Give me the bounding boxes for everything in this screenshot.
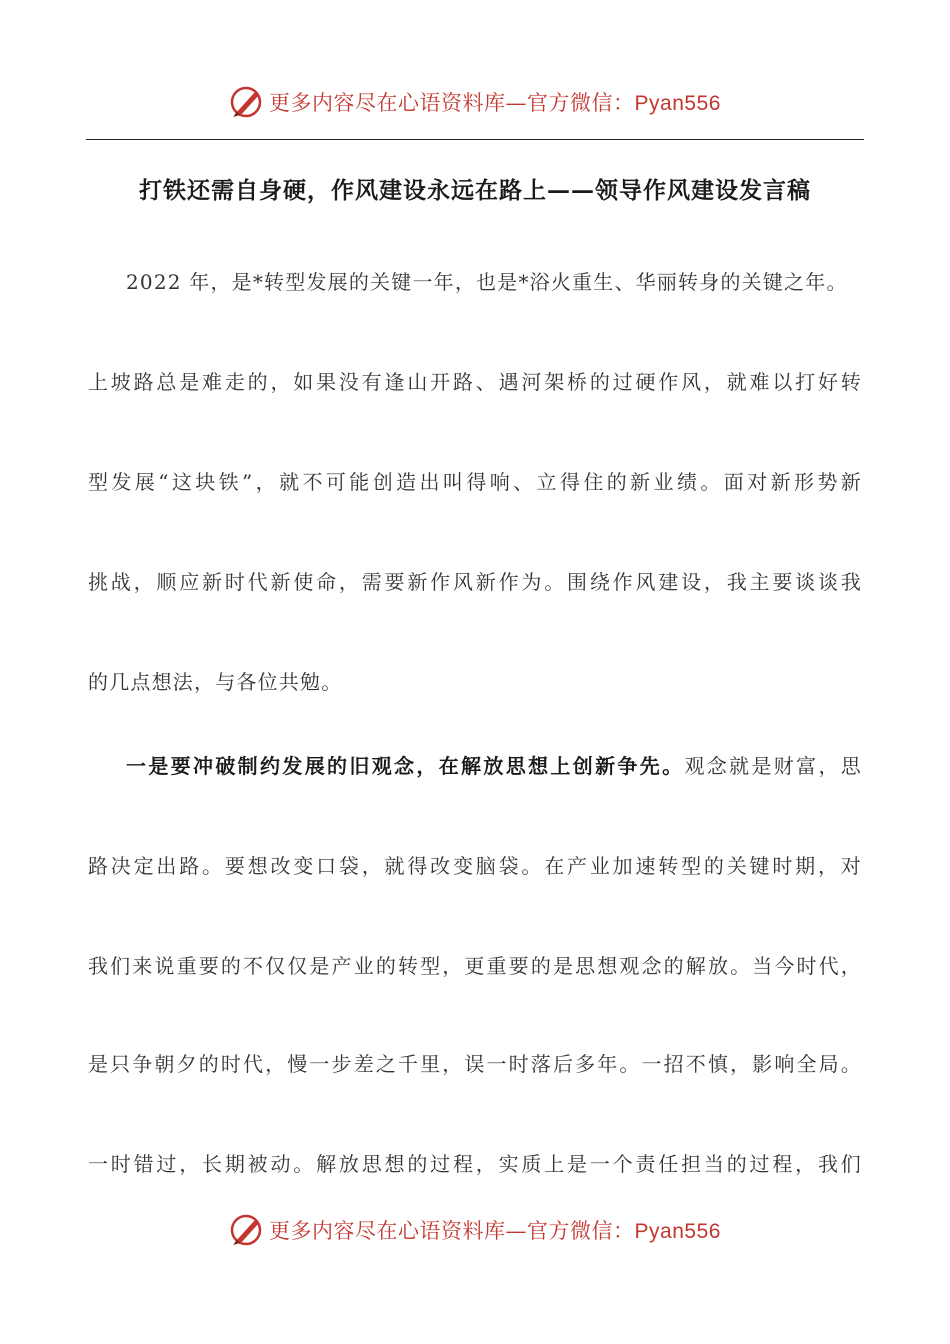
paragraph-line: 是只争朝夕的时代，慢一步差之千里，误一时落后多年。一招不慎，影响全局。 [88,1052,862,1076]
footer-site-name: 更多内容尽在心语资料库 [269,1219,506,1243]
header-wechat-id: Pyan556 [634,92,721,115]
footer-wechat-id: Pyan556 [634,1220,721,1243]
paragraph-line: 我们来说重要的不仅仅是产业的转型，更重要的是思想观念的解放。当今时代， [88,954,862,978]
header-banner [0,82,950,122]
paragraph-line: 挑战，顺应新时代新使命，需要新作风新作为。围绕作风建设，我主要谈谈我 [88,570,862,594]
footer-banner-text [269,1215,721,1245]
paragraph-line: 一时错过，长期被动。解放思想的过程，实质上是一个责任担当的过程，我们 [88,1152,862,1176]
paragraph-line-with-heading [126,750,862,779]
paragraph-text: 观念就是财富，思 [684,754,862,778]
pen-circle-logo-icon [229,84,265,120]
footer-wechat-label: 官方微信： [527,1219,635,1243]
header-site-name: 更多内容尽在心语资料库 [269,91,506,115]
paragraph-line: 上坡路总是难走的，如果没有逢山开路、遇河架桥的过硬作风，就难以打好转 [88,370,862,394]
header-separator: — [505,91,528,115]
footer-separator: — [505,1219,528,1243]
document-title: 打铁还需自身硬，作风建设永远在路上——领导作风建设发言稿 [139,177,811,204]
paragraph-line: 路决定出路。要想改变口袋，就得改变脑袋。在产业加速转型的关键时期，对 [88,854,862,878]
paragraph-line: 型发展“这块铁”，就不可能创造出叫得响、立得住的新业绩。面对新形势新 [88,470,862,494]
pen-circle-logo-icon [229,1212,265,1248]
footer-banner [0,1210,950,1250]
paragraph-line: 的几点想法，与各位共勉。 [88,670,343,694]
header-divider [86,139,864,140]
paragraph-line: 2022 年，是*转型发展的关键一年，也是*浴火重生、华丽转身的关键之年。 [126,270,848,294]
header-banner-text [269,87,721,117]
section-heading: 一是要冲破制约发展的旧观念，在解放思想上创新争先。 [126,754,685,778]
header-wechat-label: 官方微信： [527,91,635,115]
